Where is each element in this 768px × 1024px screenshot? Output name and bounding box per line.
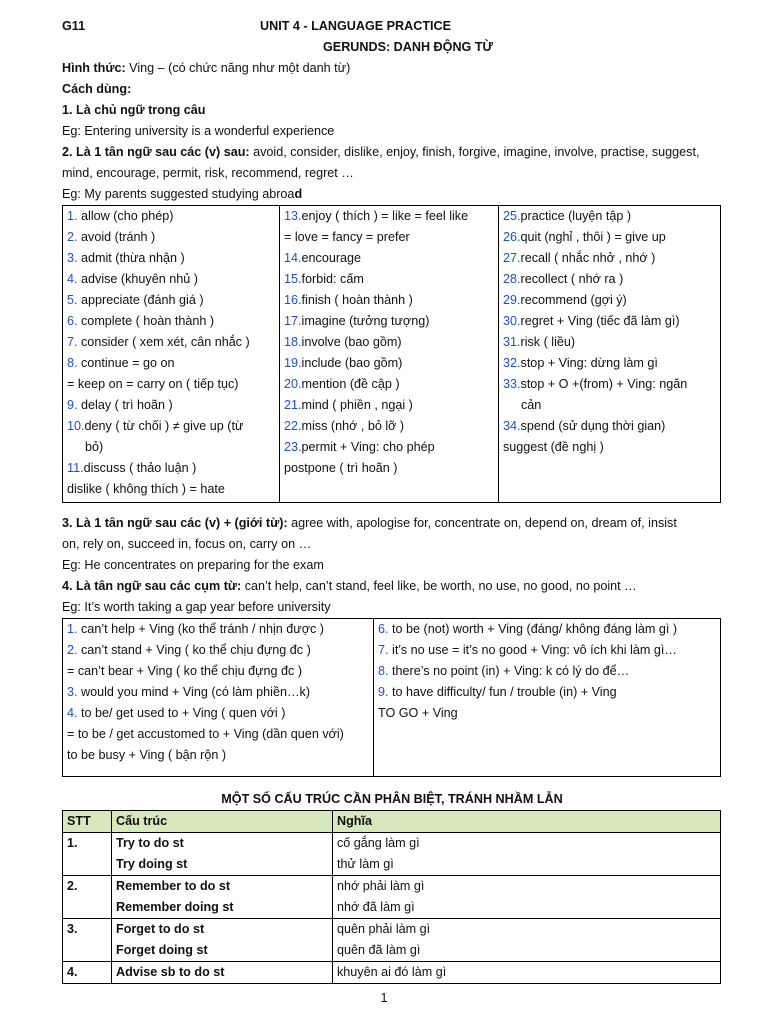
table-row — [63, 919, 721, 962]
structure-cell-line: Try to do st — [116, 836, 184, 850]
section-3-example: Eg: He concentrates on preparing for the exam — [62, 558, 324, 572]
item-number: 6. — [378, 622, 389, 636]
list-item — [378, 619, 716, 640]
structure-cell-line: Remember to do st — [116, 879, 231, 893]
section-3-title: 3. Là 1 tân ngữ sau các (v) + (giới từ): — [62, 516, 288, 530]
table-row — [63, 876, 721, 919]
list-item — [67, 374, 275, 395]
section-2-title: 2. Là 1 tân ngữ sau các (v) sau: — [62, 145, 250, 159]
list-item — [284, 458, 494, 479]
structure-cell-line: Remember doing st — [116, 900, 234, 914]
list-item — [67, 353, 275, 374]
list-item — [67, 724, 369, 745]
item-text: can’t help + Ving (ko thể tránh / nhịn được ) — [77, 622, 324, 636]
grade-label: G11 — [62, 19, 86, 33]
list-item — [284, 437, 494, 458]
item-text: forbid: cấm — [301, 272, 364, 286]
item-text: = keep on = carry on ( tiếp tục) — [67, 377, 239, 391]
list-item — [284, 206, 494, 227]
meaning-cell — [333, 876, 721, 919]
item-number: 26. — [503, 230, 521, 244]
phrase-column-2 — [374, 619, 721, 777]
meaning-cell-line: quên phải làm gì — [337, 922, 431, 936]
section-1-example: Eg: Entering university is a wonderful experience — [62, 124, 335, 138]
structure-cell-line: Forget to do st — [116, 922, 205, 936]
section-4-line: 4. Là tân ngữ sau các cụm từ: can’t help, can’t stand, feel like, be worth, no use, no good, no point … — [62, 579, 637, 593]
item-text: enjoy ( thích ) = like = feel like — [301, 209, 469, 223]
list-item — [67, 619, 369, 640]
list-item — [378, 682, 716, 703]
structure-cell-line: Forget doing st — [116, 943, 208, 957]
meaning-cell-line: khuyên ai đó làm gì — [337, 965, 447, 979]
item-text: can’t stand + Ving ( ko thể chịu đựng đc ) — [77, 643, 311, 657]
item-text: discuss ( thảo luận ) — [83, 461, 197, 475]
list-item — [503, 374, 716, 395]
section-1-title: 1. Là chủ ngữ trong câu — [62, 103, 206, 117]
verb-table — [62, 205, 721, 503]
meaning-cell — [333, 833, 721, 876]
list-item — [284, 353, 494, 374]
list-item — [284, 374, 494, 395]
item-number: 7. — [67, 335, 78, 349]
item-text: complete ( hoàn thành ) — [77, 314, 215, 328]
phrase-column-1 — [63, 619, 374, 777]
section-4-title: 4. Là tân ngữ sau các cụm từ: — [62, 579, 242, 593]
item-text: admit (thừa nhận ) — [77, 251, 185, 265]
meaning-cell-line: quên đã làm gì — [337, 943, 421, 957]
list-item — [67, 290, 275, 311]
form-label: Hình thức: — [62, 61, 126, 75]
item-text: TO GO + Ving — [378, 706, 458, 720]
item-text: regret + Ving (tiếc đã làm gì) — [520, 314, 680, 328]
list-item — [67, 227, 275, 248]
list-item — [67, 332, 275, 353]
comparison-table — [62, 810, 721, 984]
stt-cell — [63, 919, 112, 962]
list-item — [503, 437, 716, 458]
item-text: recollect ( nhớ ra ) — [520, 272, 624, 286]
section-2-line-2: mind, encourage, permit, risk, recommend, regret … — [62, 166, 354, 180]
item-number: 6. — [67, 314, 78, 328]
structure-cell — [112, 876, 333, 919]
list-item — [284, 290, 494, 311]
item-number: 29. — [503, 293, 521, 307]
structure-cell — [112, 962, 333, 984]
stt-cell — [63, 962, 112, 984]
table-row — [63, 962, 721, 984]
item-text: spend (sử dụng thời gian) — [520, 419, 666, 433]
stt-cell-line: 4. — [67, 965, 78, 979]
page-number: 1 — [380, 991, 388, 1005]
item-text: quit (nghỉ , thôi ) = give up — [520, 230, 666, 244]
item-text: delay ( trì hoãn ) — [77, 398, 173, 412]
item-text: = love = fancy = prefer — [284, 230, 410, 244]
item-text: = to be / get accustomed to + Ving (dần quen với) — [67, 727, 344, 741]
item-number: 28. — [503, 272, 521, 286]
item-number: 8. — [67, 356, 78, 370]
list-item — [503, 311, 716, 332]
item-text: finish ( hoàn thành ) — [301, 293, 413, 307]
list-item — [284, 332, 494, 353]
item-text: to have difficulty/ fun / trouble (in) + Ving — [388, 685, 617, 699]
stt-cell-line: 3. — [67, 922, 78, 936]
structure-cell-line: Try doing st — [116, 857, 188, 871]
item-text: recall ( nhắc nhở , nhớ ) — [520, 251, 656, 265]
item-number: 9. — [67, 398, 78, 412]
list-item — [67, 248, 275, 269]
list-item — [503, 353, 716, 374]
item-number: 21. — [284, 398, 302, 412]
item-text: encourage — [301, 251, 362, 265]
item-text: to be busy + Ving ( bận rộn ) — [67, 748, 227, 762]
item-number: 11. — [67, 461, 84, 475]
meaning-cell-line: nhớ đã làm gì — [337, 900, 415, 914]
item-number: 20. — [284, 377, 302, 391]
header-stt: STT — [63, 811, 112, 833]
usage-label: Cách dùng: — [62, 82, 132, 96]
item-text: recommend (gợi ý) — [520, 293, 627, 307]
list-item — [284, 227, 494, 248]
list-item — [67, 416, 275, 437]
item-text: allow (cho phép) — [77, 209, 174, 223]
structure-cell — [112, 919, 333, 962]
list-item — [284, 416, 494, 437]
header-structure: Cấu trúc — [112, 811, 333, 833]
list-item — [378, 703, 716, 724]
meaning-cell — [333, 919, 721, 962]
item-text: cản — [521, 398, 542, 412]
item-number: 30. — [503, 314, 521, 328]
list-item — [284, 269, 494, 290]
list-item — [284, 311, 494, 332]
item-number: 1. — [67, 622, 78, 636]
section-2-example: Eg: My parents suggested studying abroad — [62, 187, 303, 201]
item-number: 32. — [503, 356, 521, 370]
item-text: bỏ) — [85, 440, 104, 454]
item-text: miss (nhớ , bỏ lỡ ) — [301, 419, 405, 433]
verb-column-1 — [63, 206, 280, 503]
document-page — [62, 16, 722, 984]
header-meaning: Nghĩa — [333, 811, 721, 833]
item-text: include (bao gồm) — [301, 356, 403, 370]
item-text: mind ( phiền , ngại ) — [301, 398, 413, 412]
item-number: 15. — [284, 272, 302, 286]
item-text: dislike ( không thích ) = hate — [67, 482, 225, 496]
meaning-cell-line: cố gắng làm gì — [337, 836, 420, 850]
item-number: 34. — [503, 419, 521, 433]
section-2-line-1: 2. Là 1 tân ngữ sau các (v) sau: avoid, consider, dislike, enjoy, finish, forgive, imagine, involve, practise, suggest, — [62, 145, 700, 159]
item-number: 4. — [67, 272, 78, 286]
item-text: permit + Ving: cho phép — [301, 440, 435, 454]
item-text: = can’t bear + Ving ( ko thể chịu đựng đc ) — [67, 664, 303, 678]
stt-cell-line: 2. — [67, 879, 78, 893]
item-number: 13. — [284, 209, 302, 223]
item-text: continue = go on — [77, 356, 175, 370]
item-text: would you mind + Ving (có làm phiền…k) — [77, 685, 311, 699]
list-item — [284, 395, 494, 416]
unit-subtitle: GERUNDS: DANH ĐỘNG TỪ — [323, 40, 493, 54]
phrase-table — [62, 618, 721, 777]
header — [62, 16, 722, 37]
meaning-cell-line: thử làm gì — [337, 857, 394, 871]
item-text: imagine (tưởng tượng) — [301, 314, 430, 328]
item-number: 14. — [284, 251, 302, 265]
item-number: 7. — [378, 643, 389, 657]
item-text: to be/ get used to + Ving ( quen với ) — [77, 706, 286, 720]
item-number: 17. — [284, 314, 302, 328]
item-number: 33. — [503, 377, 521, 391]
structure-cell — [112, 833, 333, 876]
item-text: postpone ( trì hoãn ) — [284, 461, 398, 475]
list-item — [503, 248, 716, 269]
item-number: 25. — [503, 209, 521, 223]
list-item — [67, 395, 275, 416]
item-text: it’s no use = it’s no good + Ving: vô ích khi làm gì… — [388, 643, 677, 657]
item-text: avoid (tránh ) — [77, 230, 156, 244]
item-number: 2. — [67, 643, 78, 657]
list-item — [67, 640, 369, 661]
item-number: 10. — [67, 419, 85, 433]
item-number: 27. — [503, 251, 521, 265]
list-item — [378, 640, 716, 661]
list-item — [67, 682, 369, 703]
form-text: Ving – (có chức năng như một danh từ) — [125, 61, 351, 75]
item-number: 1. — [67, 209, 78, 223]
item-text: stop + O +(from) + Ving: ngăn — [520, 377, 688, 391]
item-number: 31. — [503, 335, 521, 349]
item-text: to be (not) worth + Ving (đáng/ không đáng làm gì ) — [388, 622, 678, 636]
item-number: 4. — [67, 706, 78, 720]
list-item — [503, 227, 716, 248]
item-text: practice (luyện tập ) — [520, 209, 632, 223]
distinct-title: MỘT SỐ CẤU TRÚC CẦN PHÂN BIỆT, TRÁNH NHẦM LẪN — [221, 792, 563, 806]
item-text: appreciate (đánh giá ) — [77, 293, 204, 307]
list-item — [67, 269, 275, 290]
item-number: 18. — [284, 335, 302, 349]
list-item — [503, 206, 716, 227]
item-text: involve (bao gồm) — [301, 335, 402, 349]
list-item — [67, 458, 275, 479]
list-item — [67, 206, 275, 227]
table-row — [63, 833, 721, 876]
section-3-line-2: on, rely on, succeed in, focus on, carry on … — [62, 537, 312, 551]
list-item — [67, 437, 275, 458]
section-4-example: Eg: It’s worth taking a gap year before university — [62, 600, 331, 614]
list-item — [284, 248, 494, 269]
list-item — [503, 332, 716, 353]
item-text: there’s no point (in) + Ving: k có lý do để… — [388, 664, 630, 678]
item-number: 3. — [67, 685, 78, 699]
item-text: mention (đề cập ) — [301, 377, 400, 391]
item-number: 23. — [284, 440, 302, 454]
list-item — [67, 311, 275, 332]
list-item — [67, 745, 369, 766]
item-number: 8. — [378, 664, 389, 678]
list-item — [67, 479, 275, 500]
meaning-cell-line: nhớ phải làm gì — [337, 879, 425, 893]
item-number: 22. — [284, 419, 302, 433]
item-text: deny ( từ chối ) ≠ give up (từ — [84, 419, 244, 433]
list-item — [503, 269, 716, 290]
item-text: consider ( xem xét, cân nhắc ) — [77, 335, 250, 349]
verb-column-3 — [499, 206, 721, 503]
verb-column-2 — [280, 206, 499, 503]
item-text: stop + Ving: dừng làm gì — [520, 356, 658, 370]
list-item — [378, 661, 716, 682]
list-item — [503, 416, 716, 437]
item-text: risk ( liều) — [520, 335, 576, 349]
meaning-cell — [333, 962, 721, 984]
list-item — [503, 395, 716, 416]
item-number: 5. — [67, 293, 78, 307]
item-number: 16. — [284, 293, 302, 307]
list-item — [503, 290, 716, 311]
stt-cell-line: 1. — [67, 836, 78, 850]
item-number: 2. — [67, 230, 78, 244]
structure-cell-line: Advise sb to do st — [116, 965, 225, 979]
item-text: advise (khuyên nhủ ) — [77, 272, 198, 286]
item-number: 19. — [284, 356, 302, 370]
list-item — [67, 661, 369, 682]
item-number: 3. — [67, 251, 78, 265]
unit-title: UNIT 4 - LANGUAGE PRACTICE — [260, 19, 452, 33]
item-number: 9. — [378, 685, 389, 699]
comparison-header-row — [63, 811, 721, 833]
stt-cell — [63, 876, 112, 919]
list-item — [67, 703, 369, 724]
form-line — [62, 58, 722, 79]
section-3-line-1: 3. Là 1 tân ngữ sau các (v) + (giới từ): agree with, apologise for, concentrate on, depend on, dream of, insist — [62, 516, 677, 530]
stt-cell — [63, 833, 112, 876]
item-text: suggest (đề nghị ) — [503, 440, 604, 454]
